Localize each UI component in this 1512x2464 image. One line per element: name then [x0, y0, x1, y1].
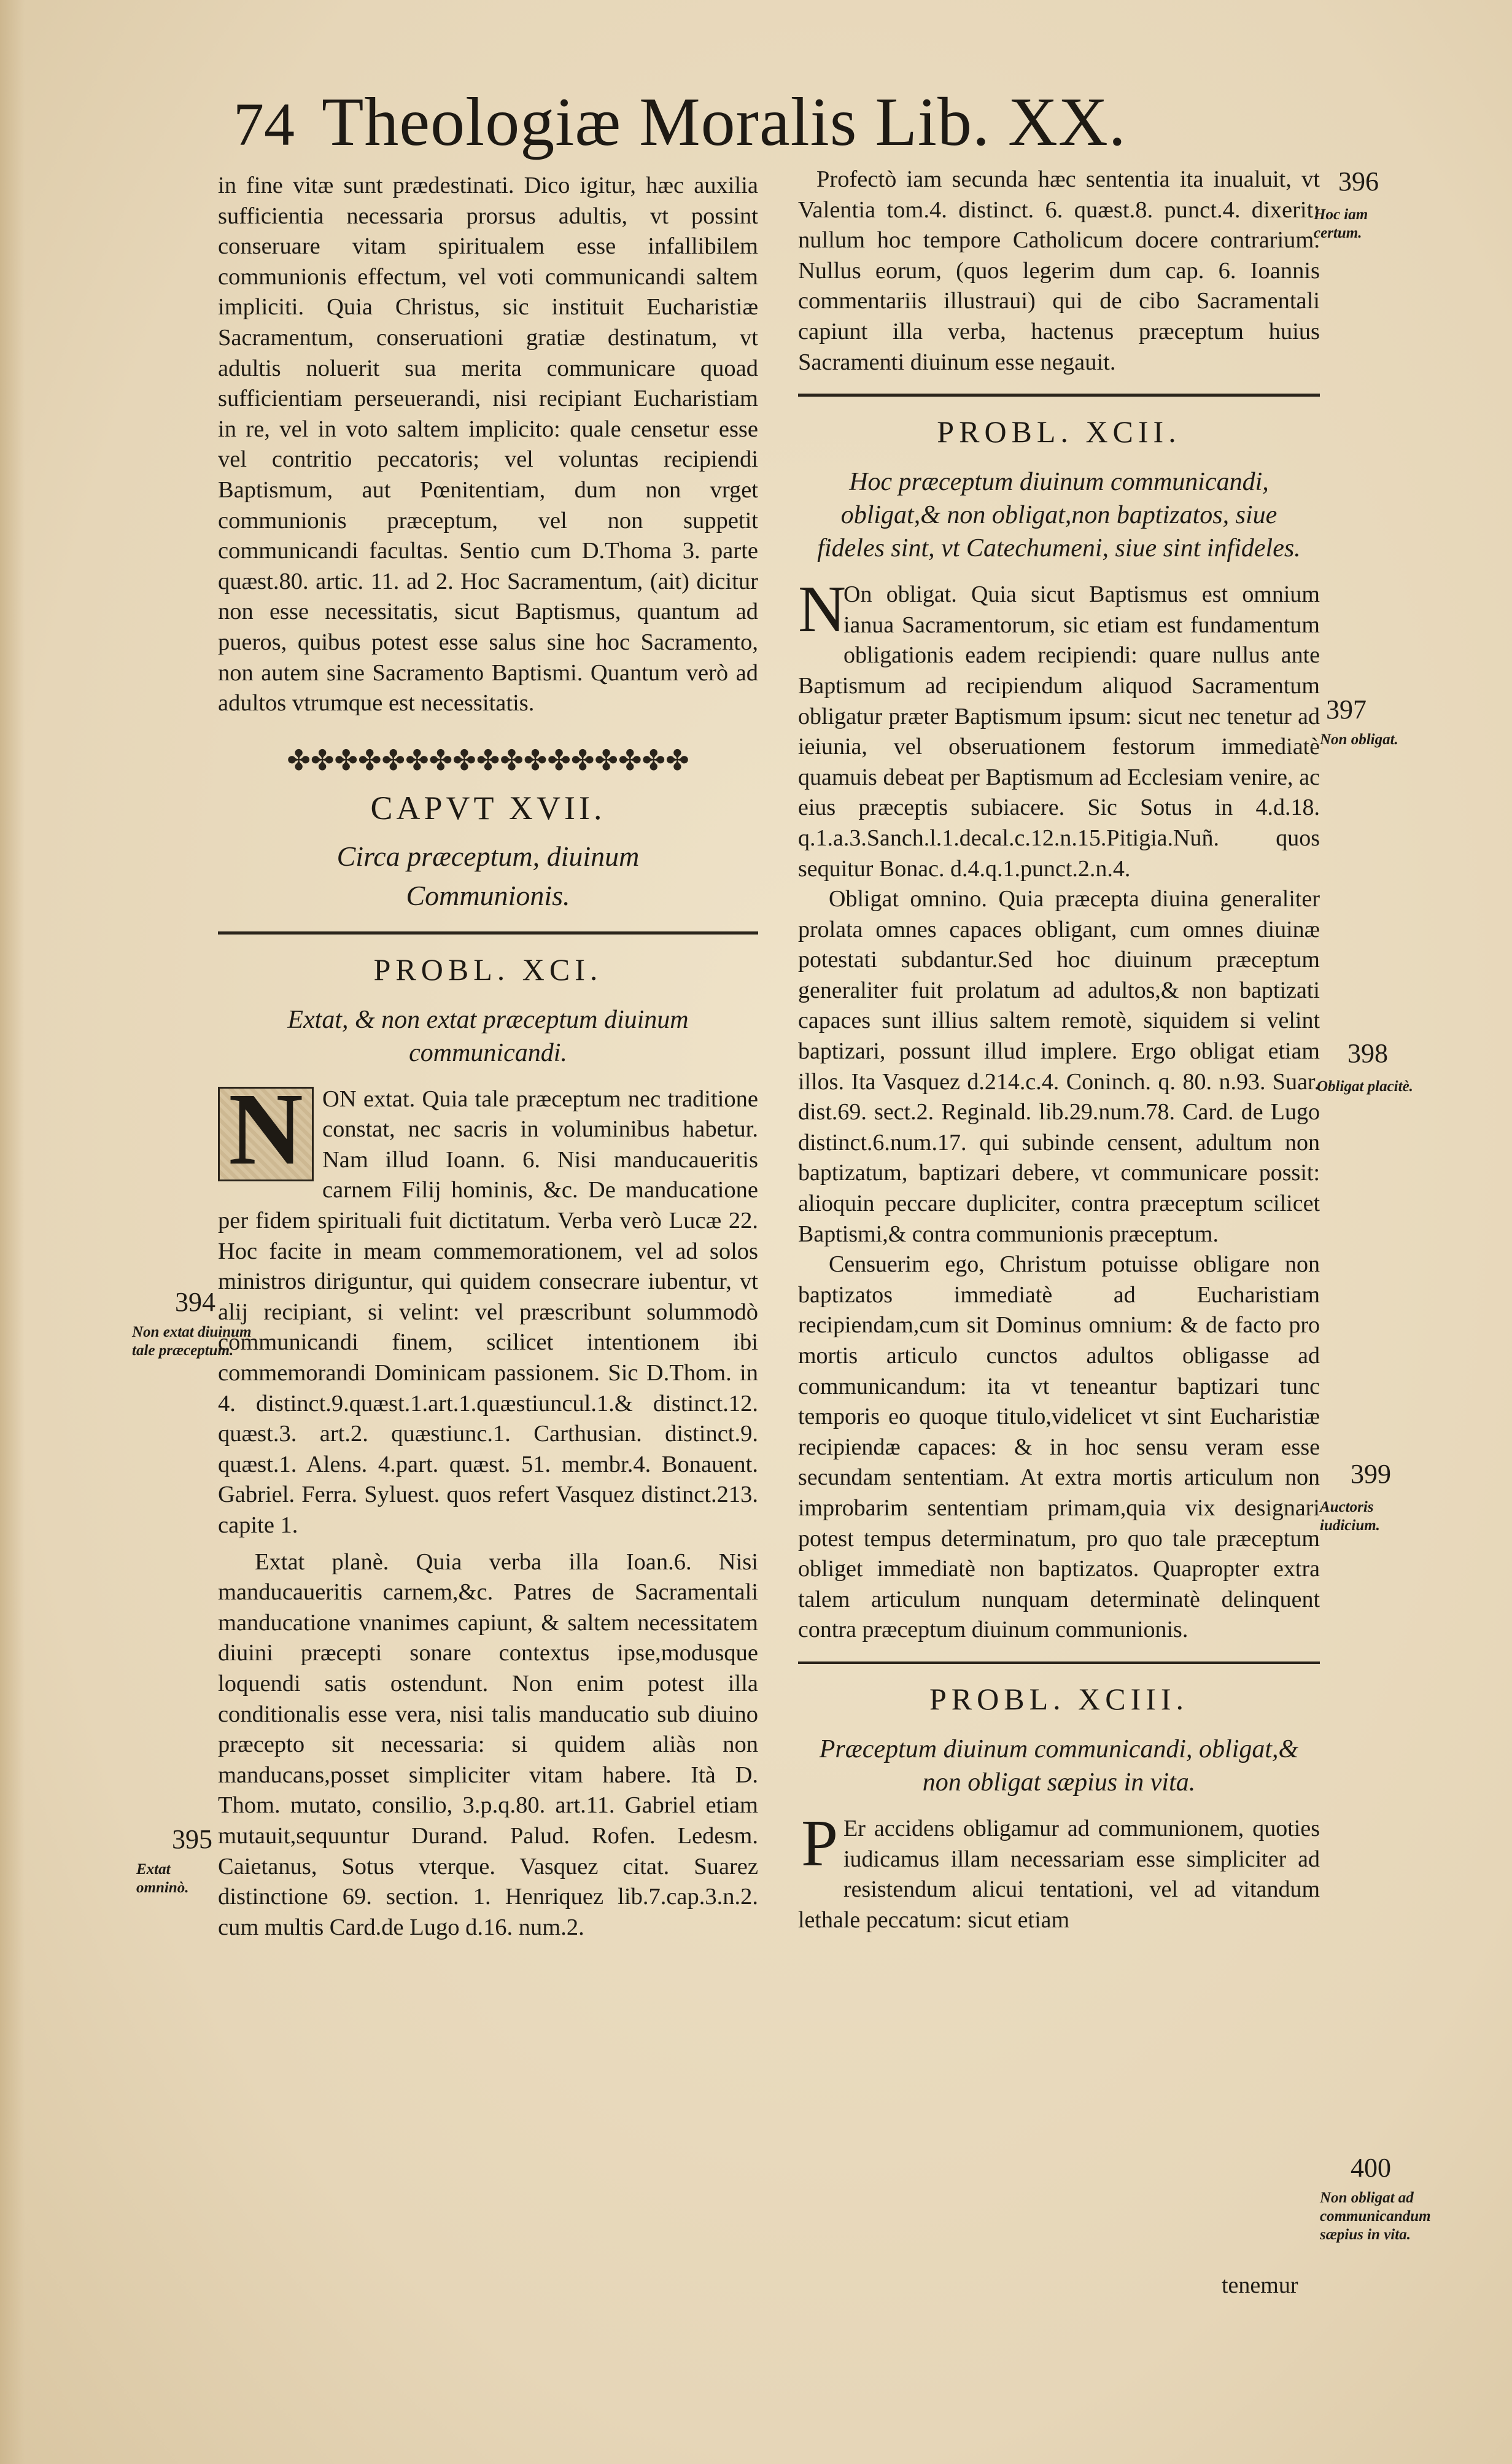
ornament-band: ✤✤✤✤✤✤✤✤✤✤✤✤✤✤✤✤✤: [287, 744, 689, 776]
folio-number: 74: [233, 90, 295, 158]
divider-rule: [798, 1661, 1320, 1664]
margin-number-395: 395: [172, 1824, 212, 1854]
paragraph-397: On obligat. Quia sicut Baptismus est omnium ianua Sacramentorum, sic etiam est fundamentum obligationis eadem recipiendi: quare nullus ante Baptismum ad recipiendum aliquod Sacramentum obligatur præter Baptismum ipsum: sicut nec tenetur ad ieiunia, vel obseruationem festorum immediatè quamuis debeat per Baptismum ad Ecclesiam venire, ac eius præceptis subiacere. Sic Sotus in 4.d.18. q.1.a.3.Sanch.l.1.decal.c.12.n.15.Pitigia.Nuñ. quos sequitur Bonac. d.4.q.1.punct.2.n.4.: [798, 581, 1320, 882]
page-header: [233, 83, 1400, 163]
margin-number-399: 399: [1351, 1459, 1391, 1489]
paragraph-396: Profectò iam secunda hæc sententia ita inualuit, vt Valentia tom.4. distinct. 6. quæst.8. punct.4. dixerit: nullum hoc tempore Catholicum docere contrarium. Nullus eorum, (quos legerim dum cap. 6. Ioannis commentariis illustraui) qui de cibo Sacramentali capiunt illa verba, hactenus præceptum huius Sacramenti diuinum esse negauit.: [798, 166, 1320, 375]
paragraph-394: ON extat. Quia tale præceptum nec traditione constat, nec sacris in voluminibus habetur. Nam illud Ioann. 6. Nisi manducaueritis carnem Filij hominis, &c. De manducatione per fidem spirituali fuit dictitatum. Verba verò Lucæ 22. Hoc facite in meam commemorationem, vel ad solos ministros diriguntur, qui quidem consecrare iubentur, vt alij recipiant, si velint: vel præscribunt solummodò communicandi finem, scilicet intentionem ibi commemorandi Dominicam passionem. Sic D.Thom. in 4. distinct.9.quæst.1.art.1.quæstiuncul.1.& distinct.12. quæst.3. art.2. quæstiunc.1. Carthusian. distinct.9. quæst.1. Alens. 4.part. quæst. 51. membr.4. Bonauent. Gabriel. Ferra. Syluest. quos refert Vasquez distinct.213. capite 1.: [218, 1086, 758, 1538]
margin-note-394: Non extat diuinum tale præceptum.: [132, 1324, 252, 1359]
initial-letter: P: [801, 1806, 839, 1880]
margin-note-398: Obligat placitè.: [1317, 1078, 1413, 1095]
paragraph-398: Obligat omnino. Quia præcepta diuina generaliter prolata omnes capaces obligant, cum omnes diuinæ potestati subdantur.Sed hoc diuinum præceptum generaliter fuit prolatum ad adultos,& non baptizati capaces sunt illius saltem remotè, siquidem si velint baptizari, possunt illud implere. Ergo obligat etiam illos. Ita Vasquez d.214.c.4. Coninch. q. 80. n.93. Suar. dist.69. sect.2. Reginald. lib.29.num.78. Card. de Lugo distinct.6.num.17. qui subinde censent, adultum non baptizatum, baptizari debere, vt communicare possit: alioquin peccare dupliciter, contra præceptum scilicet Baptismi,& contra communionis præceptum.: [798, 886, 1320, 1247]
paragraph-399: Censuerim ego, Christum potuisse obligare non baptizatos immediatè ad Eucharistiam recipiendam,cum sit Dominus omnium: & de facto pro mortis articulo cunctos adultos obligasse ad communicandum: ita vt teneantur baptizari tunc temporis eo quoque titulo,videlicet vt sint Eucharistiæ recipiendæ capaces: & in hoc sensu veram esse secundam sententiam. At extra mortis articulum non improbarim sententiam primam,quia vix designari potest tempus determinatum, pro quo tale præceptum obliget immediatè non baptizatos. Quapropter extra talem articulum nunquam determinatè delinquent contra præceptum diuinum communionis.: [798, 1251, 1320, 1643]
margin-number-394: 394: [175, 1287, 215, 1317]
margin-number-397: 397: [1326, 694, 1367, 725]
probl-93-heading: PROBL. XCIII.: [929, 1681, 1189, 1716]
margin-note-397: Non obligat.: [1320, 731, 1398, 748]
margin-note-396: Hoc iam certum.: [1314, 206, 1368, 241]
page-edge-shadow: [0, 0, 25, 2464]
right-column: [798, 165, 1320, 1935]
running-title: Theologiæ Moralis Lib. XX.: [322, 84, 1126, 160]
chapter-title: Circa præceptum, diuinum Communionis.: [336, 840, 640, 911]
paragraph-400: Er accidens obligamur ad communionem, quoties iudicamus illam necessariam esse simpliciter ad resistendum alicui tentationi, vel ad vitandum lethale peccatum: sicut etiam: [798, 1815, 1320, 1933]
margin-note-399: Auctoris iudicium.: [1320, 1499, 1380, 1534]
margin-note-400: Non obligat ad communicandum sæpius in vita.: [1320, 2190, 1431, 2243]
margin-number-400: 400: [1351, 2153, 1391, 2183]
probl-92-title: Hoc præceptum diuinum communicandi, obligat,& non obligat,non baptizatos, siue fideles sint, vt Catechumeni, siue sint infideles.: [817, 468, 1301, 563]
paragraph-397-block: [798, 573, 1320, 884]
paragraph-394-block: [218, 1071, 758, 1541]
probl-93-title: Præceptum diuinum communicandi, obligat,& non obligat sæpius in vita.: [819, 1735, 1299, 1797]
divider-rule: [798, 394, 1320, 397]
decorated-initial: N: [218, 1087, 314, 1181]
margin-note-395: Extat omninò.: [136, 1861, 189, 1896]
probl-92-heading: PROBL. XCII.: [937, 414, 1181, 449]
left-column: [218, 171, 758, 1943]
catchword: tenemur: [1222, 2272, 1298, 2298]
initial-letter: N: [798, 573, 846, 647]
paragraph-395: Extat planè. Quia verba illa Ioan.6. Nisi manducaueritis carnem,&c. Patres de Sacramentali manducatione vnanimes capiunt, & saltem necessitatem diuini præcepti sonare contextus ipse,modusque loquendi satis ostendunt. Non enim potest illa conditionalis esse vera, nisi talis manducatio sub diuino præcepto sit necessaria: si quidem aliàs non manducans,posset simpliciter vitam habere. Ità D. Thom. mutato, consilio, 3.p.q.80. art.11. Gabriel etiam mutauit,sequuntur Durand. Palud. Rofen. Ledesm. Caietanus, Sotus vterque. Vasquez citat. Suarez distinctione 69. section. 1. Henriquez lib.7.cap.3.n.2. cum multis Card.de Lugo d.16. num.2.: [218, 1549, 758, 1940]
chapter-heading: CAPVT XVII.: [370, 789, 606, 826]
probl-91-title: Extat, & non extat præceptum diuinum communicandi.: [287, 1005, 689, 1067]
paragraph-intro: in fine vitæ sunt prædestinati. Dico igitur, hæc auxilia sufficientia necessaria prorsus adultis, vt possint conseruare vitam spiritualem esse infallibilem communionis effectum, vel voti communicandi saltem impliciti. Quia Christus, sic instituit Eucharistiæ Sacramentum, conseruationi gratiæ destinatum, vt adultis noluerit sua merita communicare quoad sufficientiam perseuerandi, nisi recipiant Eucharistiam in re, vel in voto saltem implicito: quale censetur esse vel contritio peccatoris; vel voluntas recipiendi Baptismum, aut Pœnitentiam, dum non vrget communionis præceptum, vel non suppetit communicandi facultas. Sentio cum D.Thoma 3. parte quæst.80. artic. 11. ad 2. Hoc Sacramentum, (ait) dicitur non esse necessitatis, sicut Baptismus, quantum ad pueros, quibus potest esse salus sine hoc Sacramento, non autem sine Sacramento Baptismi. Quantum verò ad adultos vtrumque est necessitatis.: [218, 173, 758, 717]
margin-number-396: 396: [1338, 166, 1379, 196]
divider-rule: [218, 931, 758, 935]
margin-number-398: 398: [1347, 1038, 1388, 1068]
paragraph-400-block: [798, 1806, 1320, 1935]
probl-91-heading: PROBL. XCI.: [373, 952, 603, 987]
